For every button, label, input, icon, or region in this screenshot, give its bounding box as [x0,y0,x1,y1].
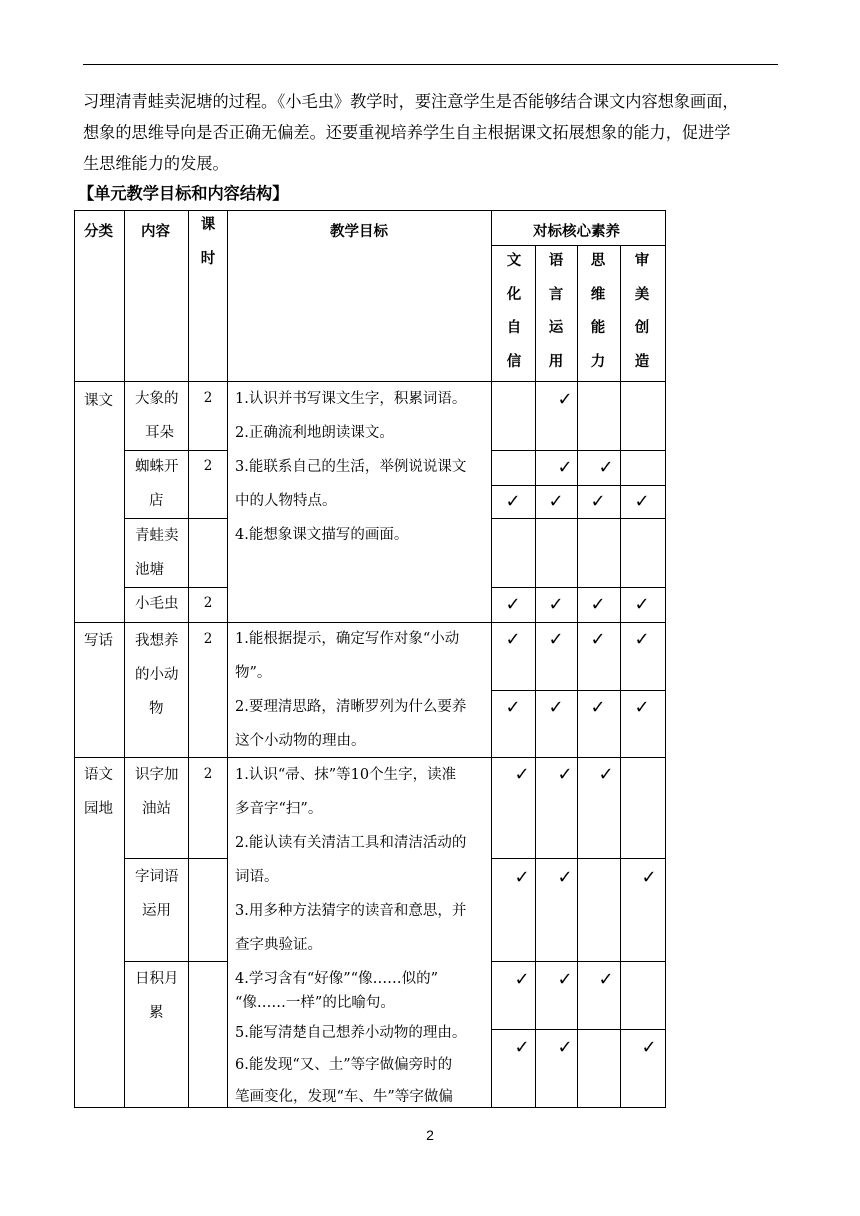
header-core-thinking: 思 维 能 力 [590,253,606,370]
check-mark: ✓ [634,594,650,615]
check-mark: ✓ [557,969,573,990]
grid-line [491,961,666,962]
content-cell: 蜘蛛开 [135,459,179,475]
grid-line [491,210,492,1108]
header-core-language: 语 言 运 用 [548,253,564,370]
goal-line: 6.能发现“又、土”等字做偏旁时的 [235,1057,453,1073]
goal-line: 2.正确流利地朗读课文。 [235,425,394,441]
grid-line [188,210,189,1108]
content-cell: 店 [149,493,164,509]
check-mark: ✓ [634,491,650,512]
grid-line [491,587,666,588]
intro-paragraph [83,86,780,179]
section-heading: 【单元教学目标和内容结构】 [78,184,289,203]
goal-line: 这个小动物的理由。 [235,733,366,749]
goal-line: 2.要理清思路，清晰罗列为什么要养 [235,699,467,715]
grid-line [491,858,666,859]
grid-line [491,450,666,451]
goal-line: 中的人物特点。 [235,493,337,509]
hours-cell: 2 [203,631,213,647]
goal-line: 笔画变化，发现“车、牛”等字做偏 [235,1089,453,1105]
check-mark: ✓ [634,697,650,718]
header-category: 分类 [84,224,113,240]
check-mark: ✓ [557,867,573,888]
check-mark: ✓ [641,1037,657,1058]
check-mark: ✓ [514,867,530,888]
content-cell: 累 [149,1005,164,1021]
check-mark: ✓ [505,697,521,718]
goal-line: 查字典验证。 [235,937,322,953]
check-mark: ✓ [598,457,614,478]
goal-line: 4.学习含有“好像”“像……似的” [235,971,438,987]
content-cell: 小毛虫 [135,596,179,612]
check-mark: ✓ [634,629,650,650]
goal-line: 3.能联系自己的生活，举例说说课文 [235,459,467,475]
check-mark: ✓ [505,491,521,512]
check-mark: ✓ [598,969,614,990]
check-mark: ✓ [557,1037,573,1058]
header-rule [83,64,778,65]
category-xiehua: 写话 [84,633,113,649]
check-mark: ✓ [590,491,606,512]
check-mark: ✓ [590,697,606,718]
intro-line: 想象的思维导向是否正确无偏差。还要重视培养学生自主根据课文拓展想象的能力，促进学 [83,123,731,142]
goal-line: 物”。 [235,665,272,681]
hours-cell: 2 [203,458,213,474]
check-mark: ✓ [590,629,606,650]
grid-line [227,210,228,1108]
content-cell: 字词语 [135,869,179,885]
check-mark: ✓ [590,594,606,615]
content-cell: 油站 [142,801,171,817]
goal-line: 2.能认读有关清洁工具和清洁活动的 [235,835,467,851]
check-mark: ✓ [514,1037,530,1058]
check-mark: ✓ [514,764,530,785]
grid-line [124,858,228,859]
header-content: 内容 [141,224,170,240]
goal-line: “像……一样”的比喻句。 [235,995,395,1011]
goal-line: 1.认识并书写课文生字，积累词语。 [235,391,467,407]
goal-line: 1.能根据提示，确定写作对象“小动 [235,631,460,647]
header-core-culture: 文 化 自 信 [506,253,522,370]
check-mark: ✓ [548,491,564,512]
goal-line: 3.用多种方法猜字的读音和意思，并 [235,903,467,919]
check-mark: ✓ [505,629,521,650]
intro-line: 生思维能力的发展。 [83,154,229,173]
content-cell: 日积月 [135,971,179,987]
check-mark: ✓ [557,457,573,478]
goal-line: 5.能写清楚自己想养小动物的理由。 [235,1025,467,1041]
page-number: 2 [426,1127,434,1143]
header-core-aesthetic: 审 美 创 造 [634,253,650,370]
grid-line [124,210,125,1108]
check-mark: ✓ [557,764,573,785]
content-cell: 我想养 [135,633,179,649]
content-cell: 识字加 [135,767,179,783]
check-mark: ✓ [548,594,564,615]
category-kewen: 课文 [84,393,113,409]
category-yuanwen: 语文 [84,767,113,783]
goal-line: 词语。 [235,869,279,885]
check-mark: ✓ [557,389,573,410]
goal-line: 多音字“扫”。 [235,801,323,817]
goal-line: 4.能想象课文描写的画面。 [235,527,409,543]
grid-line [491,485,666,486]
grid-line [491,690,666,691]
content-cell: 运用 [142,903,171,919]
hours-cell: 2 [203,766,213,782]
hours-cell: 2 [203,390,213,406]
check-mark: ✓ [598,764,614,785]
check-mark: ✓ [514,969,530,990]
category-yuanwen: 园地 [84,801,113,817]
header-core: 对标核心素养 [533,224,620,240]
grid-line [491,1029,666,1030]
content-cell: 青蛙卖 [135,528,179,544]
content-cell: 耳朵 [145,425,174,441]
content-cell: 大象的 [135,391,179,407]
hours-cell: 2 [203,595,213,611]
intro-line: 习理清青蛙卖泥塘的过程。《小毛虫》教学时，要注意学生是否能够结合课文内容想象画面， [83,92,739,111]
grid-line [491,518,666,519]
content-cell: 池塘 [135,562,164,578]
goal-line: 1.认识“帚、抹”等10个生字，读准 [235,767,457,783]
check-mark: ✓ [548,697,564,718]
header-goal: 教学目标 [330,224,388,240]
content-cell: 的小动 [135,667,179,683]
check-mark: ✓ [505,594,521,615]
check-mark: ✓ [548,629,564,650]
content-cell: 物 [149,701,164,717]
header-hours: 课 时 [200,217,216,267]
check-mark: ✓ [641,867,657,888]
